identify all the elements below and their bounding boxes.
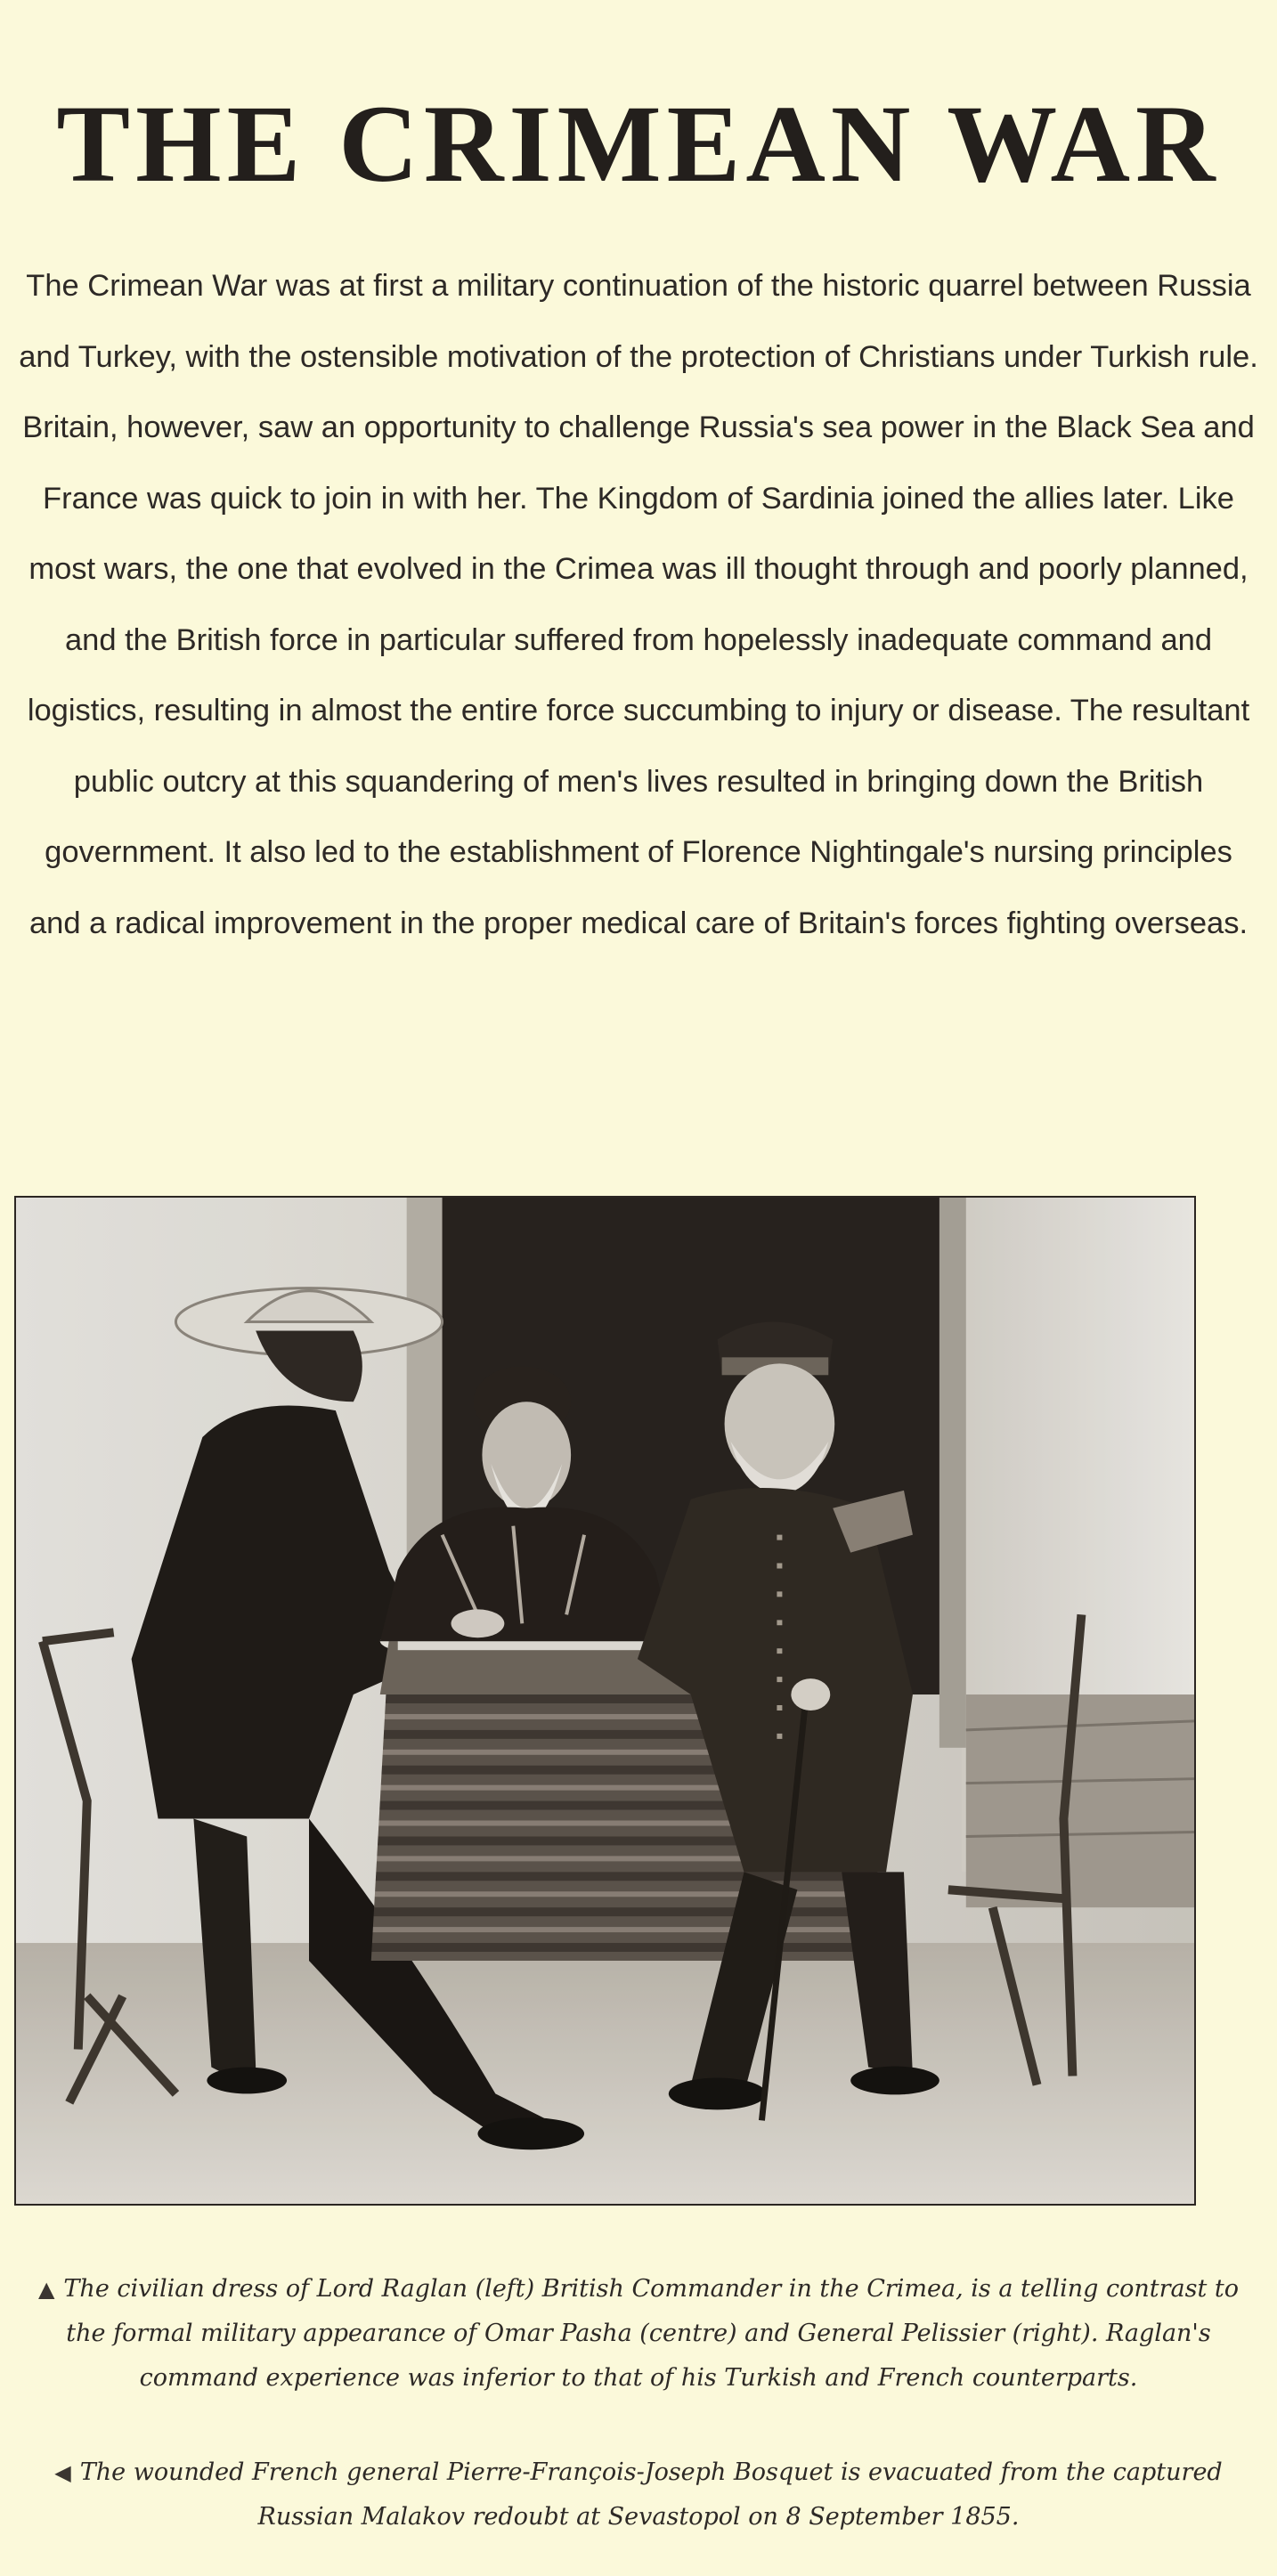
caption-text: The wounded French general Pierre-François-Joseph Bosquet is evacuated from the captured Russian Malakov redoubt at Sevastopol on 8 September 1855. [79, 2458, 1223, 2531]
photograph-illustration [16, 1198, 1194, 2204]
up-triangle-icon: ▲ [37, 2277, 55, 2302]
intro-paragraph: The Crimean War was at first a military continuation of the historic quarrel between Russia and Turkey, with the ostensible motivation of the protection of Christians under Turkish rule. Britain, however, saw an opportunity to challenge Russia's sea power in the Black Sea and France was quick to join in with her. The Kingdom of Sardinia joined the allies later. Like most wars, the one that evolved in the Crimea was ill thought through and poorly planned, and the British force in particular suffered from hopelessly inadequate command and logistics, resulting in almost the entire force succumbing to injury or disease. The resultant public outcry at this squandering of men's lives resulted in bringing down the British government. It also led to the establishment of Florence Nightingale's nursing principles and a radical improvement in the proper medical care of Britain's forces fighting overseas. [19, 269, 1258, 940]
page-title: THE CRIMEAN WAR [56, 83, 1221, 205]
caption-text: The civilian dress of Lord Raglan (left) British Commander in the Crimea, is a telling contrast to the formal military appearance of Omar Pasha (centre) and General Pelissier (right). Raglan's command experience was inferior to that of his Turkish and French counterparts. [63, 2275, 1240, 2392]
photo-caption-raglan [18, 2267, 1259, 2401]
left-triangle-icon: ◀ [54, 2460, 71, 2485]
historical-photograph [14, 1196, 1196, 2206]
photo-caption-bosquet [18, 2450, 1259, 2539]
